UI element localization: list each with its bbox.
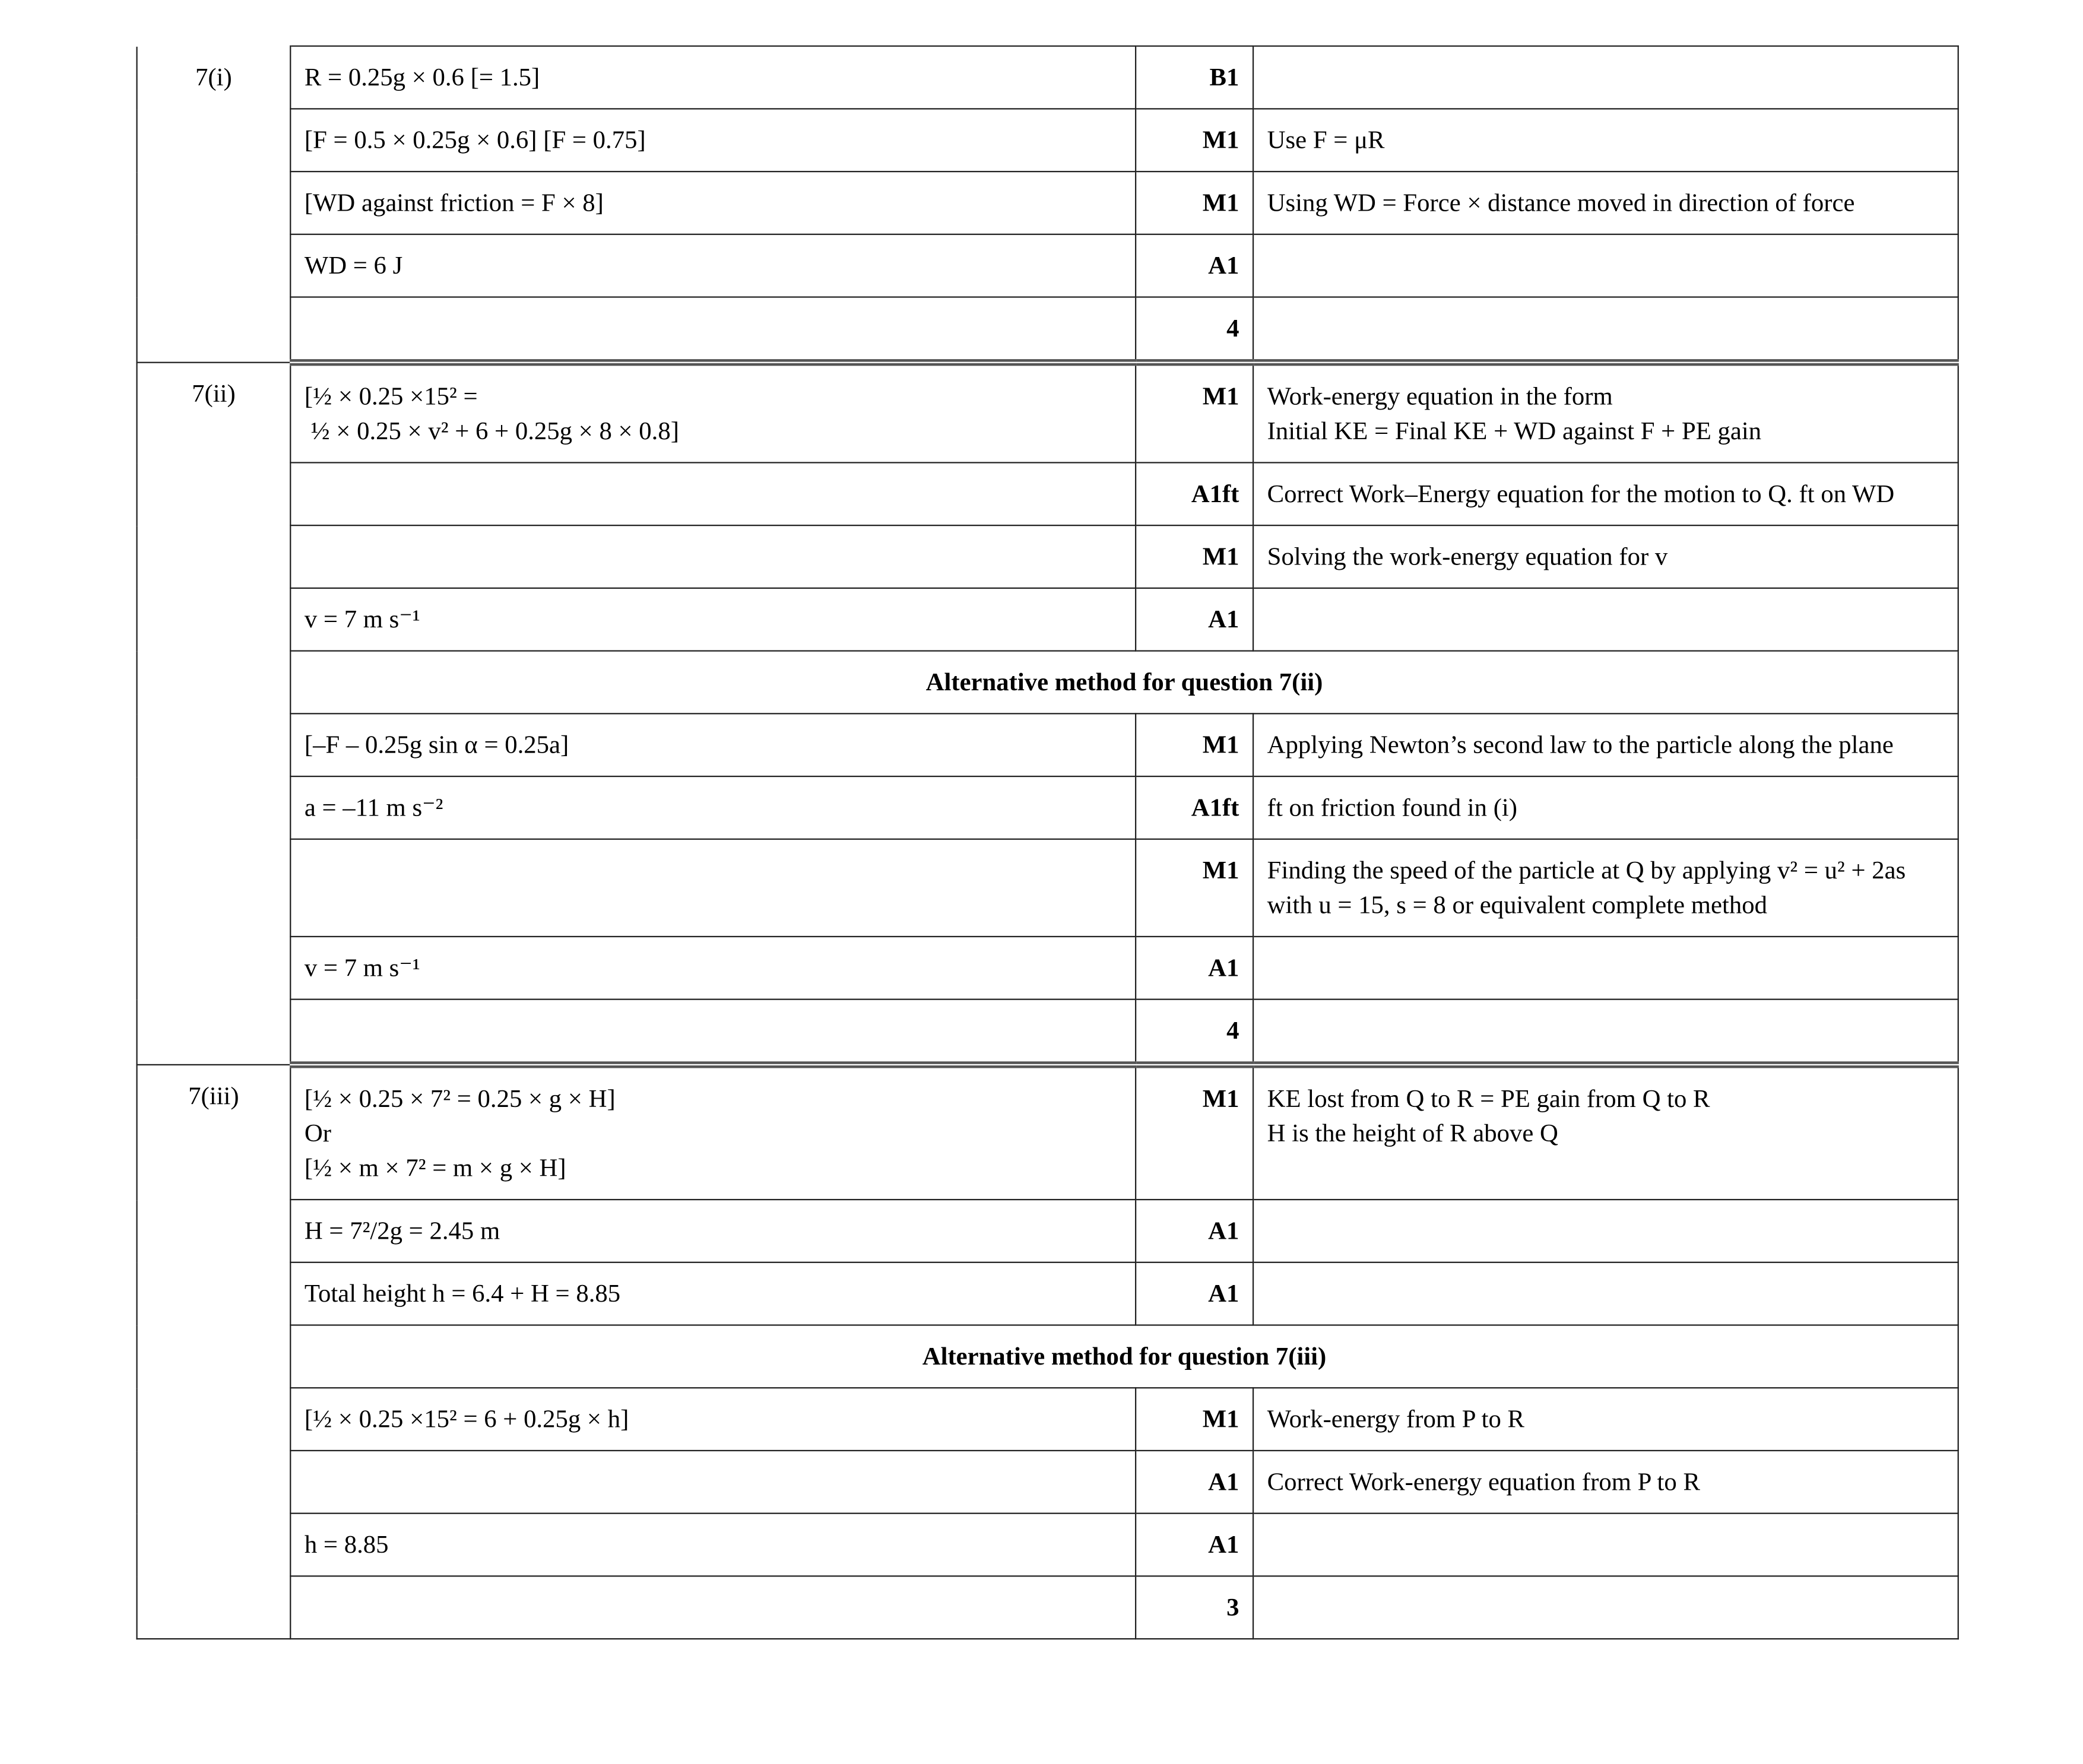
table-row <box>137 525 1958 588</box>
marks-cell: A1 <box>1136 234 1253 297</box>
guidance-cell: KE lost from Q to R = PE gain from Q to R H is the height of R above Q <box>1253 1065 1958 1200</box>
table-row <box>137 1514 1958 1576</box>
table-row <box>137 1000 1958 1065</box>
marks-cell: A1ft <box>1136 776 1253 839</box>
table-row <box>137 937 1958 1000</box>
marks-cell: A1 <box>1136 937 1253 1000</box>
answer-cell: Total height h = 6.4 + H = 8.85 <box>290 1262 1136 1325</box>
table-row <box>137 1325 1958 1388</box>
guidance-cell: Correct Work-energy equation from P to R <box>1253 1451 1958 1514</box>
guidance-cell <box>1253 1576 1958 1639</box>
answer-cell <box>290 297 1136 362</box>
guidance-cell <box>1253 297 1958 362</box>
guidance-cell <box>1253 937 1958 1000</box>
table-row <box>137 713 1958 776</box>
table-row <box>137 839 1958 937</box>
answer-cell: v = 7 m s⁻¹ <box>290 588 1136 651</box>
guidance-cell: Work-energy from P to R <box>1253 1388 1958 1451</box>
guidance-cell: ft on friction found in (i) <box>1253 776 1958 839</box>
table-row <box>137 462 1958 525</box>
table-row <box>137 588 1958 651</box>
table-row <box>137 363 1958 463</box>
marks-cell: 3 <box>1136 1576 1253 1639</box>
answer-cell: [½ × 0.25 ×15² = ½ × 0.25 × v² + 6 + 0.25g × 8 × 0.8] <box>290 363 1136 463</box>
mark-scheme-table <box>136 45 1958 1639</box>
answer-cell: v = 7 m s⁻¹ <box>290 937 1136 1000</box>
marks-cell: M1 <box>1136 109 1253 172</box>
guidance-cell <box>1253 234 1958 297</box>
answer-cell <box>290 525 1136 588</box>
marks-cell: A1 <box>1136 1200 1253 1262</box>
guidance-cell <box>1253 1200 1958 1262</box>
guidance-cell: Finding the speed of the particle at Q by applying v² = u² + 2as with u = 15, s = 8 or equivalent complete method <box>1253 839 1958 937</box>
question-number: 7(ii) <box>137 363 291 1065</box>
marks-cell: A1ft <box>1136 462 1253 525</box>
table-row <box>137 1576 1958 1639</box>
answer-cell: [–F – 0.25g sin α = 0.25a] <box>290 713 1136 776</box>
guidance-cell: Applying Newton’s second law to the particle along the plane <box>1253 713 1958 776</box>
guidance-cell <box>1253 46 1958 109</box>
answer-cell: H = 7²/2g = 2.45 m <box>290 1200 1136 1262</box>
table-row <box>137 651 1958 714</box>
marks-cell: M1 <box>1136 1388 1253 1451</box>
answer-cell: [WD against friction = F × 8] <box>290 172 1136 234</box>
guidance-cell <box>1253 1514 1958 1576</box>
table-row <box>137 1065 1958 1200</box>
answer-cell: [F = 0.5 × 0.25g × 0.6] [F = 0.75] <box>290 109 1136 172</box>
guidance-cell <box>1253 1262 1958 1325</box>
answer-cell <box>290 839 1136 937</box>
table-row <box>137 1388 1958 1451</box>
guidance-cell: Use F = μR <box>1253 109 1958 172</box>
table-row <box>137 1451 1958 1514</box>
marks-cell: A1 <box>1136 1451 1253 1514</box>
guidance-cell <box>1253 588 1958 651</box>
guidance-cell <box>1253 1000 1958 1065</box>
alternative-method-heading: Alternative method for question 7(iii) <box>290 1325 1958 1388</box>
answer-cell <box>290 1000 1136 1065</box>
answer-cell: R = 0.25g × 0.6 [= 1.5] <box>290 46 1136 109</box>
marks-cell: M1 <box>1136 525 1253 588</box>
answer-cell: [½ × 0.25 × 7² = 0.25 × g × H] Or [½ × m × 7² = m × g × H] <box>290 1065 1136 1200</box>
answer-cell <box>290 1451 1136 1514</box>
alternative-method-heading: Alternative method for question 7(ii) <box>290 651 1958 714</box>
guidance-cell: Correct Work–Energy equation for the motion to Q. ft on WD <box>1253 462 1958 525</box>
marks-cell: A1 <box>1136 1262 1253 1325</box>
marks-cell: M1 <box>1136 1065 1253 1200</box>
table-row <box>137 776 1958 839</box>
answer-cell: h = 8.85 <box>290 1514 1136 1576</box>
marks-cell: A1 <box>1136 588 1253 651</box>
marks-cell: M1 <box>1136 363 1253 463</box>
guidance-cell: Work-energy equation in the form Initial KE = Final KE + WD against F + PE gain <box>1253 363 1958 463</box>
answer-cell <box>290 462 1136 525</box>
marks-cell: M1 <box>1136 839 1253 937</box>
answer-cell: WD = 6 J <box>290 234 1136 297</box>
guidance-cell: Using WD = Force × distance moved in direction of force <box>1253 172 1958 234</box>
question-number: 7(iii) <box>137 1065 291 1639</box>
guidance-cell: Solving the work-energy equation for v <box>1253 525 1958 588</box>
answer-cell: [½ × 0.25 ×15² = 6 + 0.25g × h] <box>290 1388 1136 1451</box>
marks-cell: M1 <box>1136 713 1253 776</box>
marks-cell: 4 <box>1136 1000 1253 1065</box>
table-row <box>137 234 1958 297</box>
marks-cell: M1 <box>1136 172 1253 234</box>
answer-cell: a = –11 m s⁻² <box>290 776 1136 839</box>
table-row <box>137 172 1958 234</box>
table-row <box>137 1200 1958 1262</box>
marks-cell: 4 <box>1136 297 1253 362</box>
marks-cell: A1 <box>1136 1514 1253 1576</box>
marks-cell: B1 <box>1136 46 1253 109</box>
table-row <box>137 109 1958 172</box>
table-row <box>137 46 1958 109</box>
answer-cell <box>290 1576 1136 1639</box>
table-row <box>137 1262 1958 1325</box>
table-row <box>137 297 1958 362</box>
question-number: 7(i) <box>137 46 291 363</box>
